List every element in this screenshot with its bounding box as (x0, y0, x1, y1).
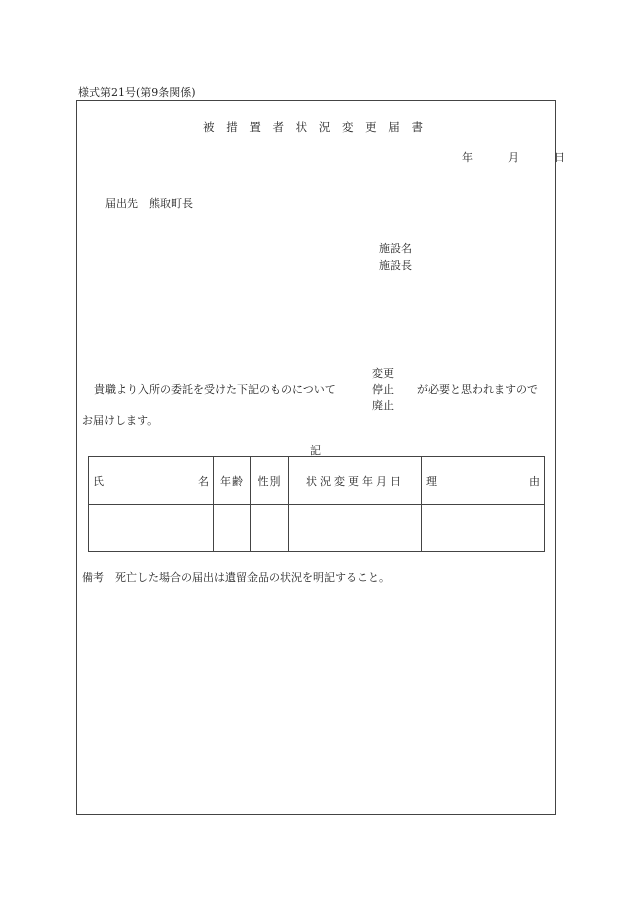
col-name-header: 氏 名 (89, 457, 214, 505)
facility-name-label: 施設名 (379, 242, 412, 255)
cell-change-date[interactable] (289, 505, 422, 552)
col-sex-header: 性別 (251, 457, 289, 505)
facility-head-label: 施設長 (379, 259, 412, 272)
body-text-continuation: お届けします。 (82, 414, 159, 427)
option-abolish: 廃止 (372, 399, 394, 412)
col-age-header: 年齢 (214, 457, 251, 505)
option-change: 変更 (372, 367, 394, 380)
remarks-note: 備考 死亡した場合の届出は遺留金品の状況を明記すること。 (82, 571, 390, 584)
cell-name[interactable] (89, 505, 214, 552)
document-title: 被 措 置 者 状 況 変 更 届 書 (203, 120, 427, 134)
cell-sex[interactable] (251, 505, 289, 552)
date-month-label: 月 (508, 151, 519, 164)
body-text-tail: が必要と思われますので (417, 383, 538, 396)
option-suspend: 停止 (372, 383, 394, 396)
form-number: 様式第21号(第9条関係) (78, 86, 196, 99)
date-day-label: 日 (554, 151, 565, 164)
table-header-row (89, 457, 545, 505)
date-year-label: 年 (462, 151, 473, 164)
body-text-lead: 貴職より入所の委託を受けた下記のものについて (94, 383, 336, 396)
date-line (462, 149, 565, 165)
col-reason-header: 理 由 (422, 457, 545, 505)
ki-heading: 記 (310, 444, 321, 457)
record-table (88, 456, 545, 552)
col-date-header: 状況変更年月日 (289, 457, 422, 505)
cell-age[interactable] (214, 505, 251, 552)
addressee: 届出先 熊取町長 (105, 197, 193, 210)
table-row (89, 505, 545, 552)
cell-reason[interactable] (422, 505, 545, 552)
